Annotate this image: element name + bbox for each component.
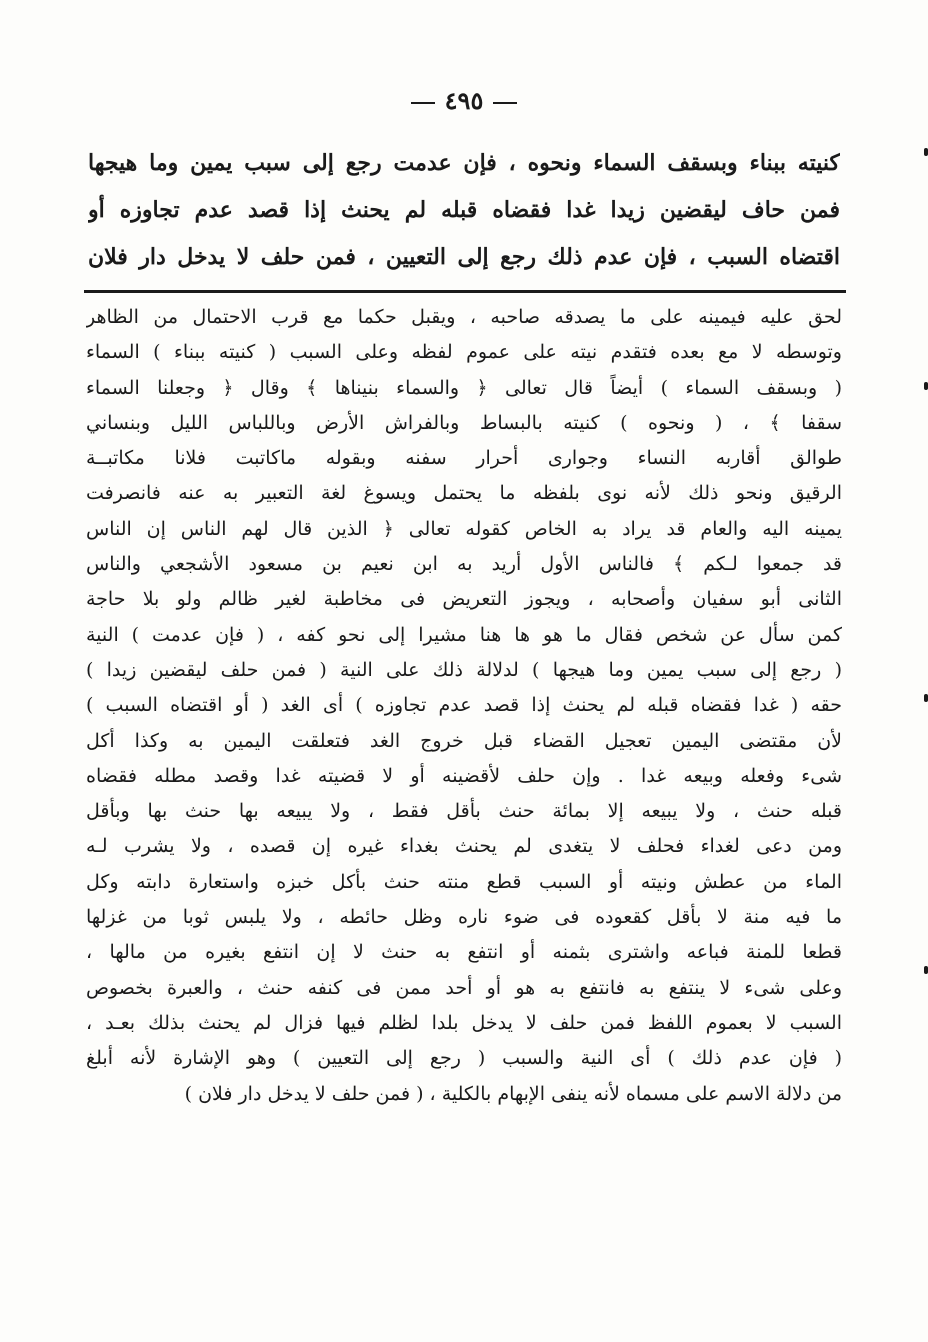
page-number (0, 86, 928, 115)
page-number-value: ٤٩٥ (444, 86, 484, 115)
main-text-line: اقتضاه السبب ، فإن عدم ذلك رجع إلى التعيين ، فمن حلف لا يدخل دار فلان (88, 244, 840, 270)
margin-mark (924, 966, 928, 974)
margin-mark (924, 148, 928, 156)
commentary-line: من دلالة الاسم على مسماه لأنه ينفى الإبهام بالكلية ، ( فمن حلف لا يدخل دار فلان ) (184, 1082, 842, 1105)
commentary-line: لأن مقتضى اليمين تعجيل القضاء قبل خروج الغد فتعلقت اليمين به وكذا أكل (86, 729, 842, 752)
commentary-line: قد جمعوا لـكم ﴾ فالناس الأول أريد به ابن نعيم بن مسعود الأشجعي والناس (86, 553, 842, 576)
commentary-line: ( وبسقف السماء ) أيضاً قال تعالى ﴿ والسماء بنيناها ﴾ وقال ﴿ وجعلنا السماء (86, 376, 842, 399)
commentary-line: الماء من عطش ونيته أو السبب قطع منته حنث بأكل خبزه واستعارة دابته وكل (86, 870, 842, 893)
main-text-block (88, 140, 840, 281)
margin-mark (924, 382, 928, 390)
commentary-line: يمينه اليه والعام قد يراد به الخاص كقوله تعالى ﴿ الذين قال لهم الناس إن الناس (86, 517, 842, 540)
commentary-line: سقفا ﴾ ، ( ونحوه ) كنيته بالبساط وبالفراش الأرض وباللباس الليل وبنساني (86, 411, 842, 434)
commentary-line: وعلى شىء لا ينتفع به فانتفع به هو أو أحد ممن فى كنفه حنث ، والعبرة بخصوص (86, 976, 842, 999)
main-text-line: كنيته ببناء وبسقف السماء ونحوه ، فإن عدمت رجع إلى سبب يمين وما هيجها (88, 150, 840, 176)
commentary-line: حقه ( غدا فقضاه قبله لم يحنث إذا قصد عدم تجاوزه ) أى الغد ( أو اقتضاه السبب ) (86, 694, 842, 717)
commentary-line: لحق عليه فيمينه على ما يصدقه صاحبه ، ويقبل حكما مع قرب الاحتمال من الظاهر (86, 306, 842, 328)
commentary-line: ( رجع إلى سبب يمين وما هيجها ) لدلالة ذلك على النية ( فمن حلف ليقضين زيدا ) (86, 658, 842, 681)
commentary-line: ومن دعى لغداء فحلف لا يتغدى لم يحنث بغداء غيره إن قصده ، ولا يشرب لـه (86, 835, 842, 858)
commentary-text-block (86, 300, 842, 1112)
commentary-line: وتوسطه لا مع بعده فتقدم نيته على عموم لفظه وعلى السبب ( كنيته ببناء ) السماء (86, 341, 842, 364)
page-number-dash-left (411, 102, 435, 104)
commentary-line: شىء وفعله وبيعه غدا . وإن حلف لأقضينه أو لا قضيته غدا وقصد مطله فقضاه (86, 764, 842, 787)
separator-rule (84, 290, 846, 293)
commentary-line: الرقيق ونحو ذلك لأنه نوى بلفظه ما يحتمل ويسوغ لغة التعبير به عنه فانصرفت (86, 482, 842, 505)
commentary-line: ما فيه منة لا بأقل كقعوده فى ضوء ناره وظل حائطه ، ولا يلبس ثوبا من غزلها (86, 906, 842, 929)
main-text-line: فمن حاف ليقضين زيدا غدا فقضاه قبله لم يحنث إذا قصد عدم تجاوزه أو (88, 197, 840, 223)
page-number-dash-right (493, 102, 517, 104)
margin-mark (924, 694, 928, 702)
commentary-line: قطعا للمنة فباعه واشترى بثمنه أو انتفع به حنث لا إن انتفع بغيره من مالها ، (86, 941, 842, 964)
commentary-line: طوالق أقاربه النساء وجوارى أحرار سفنه وبقوله ماكاتبت فلانا مكاتبــة (86, 447, 842, 470)
commentary-line: السبب لا بعموم اللفظ فمن حلف لا يدخل بلدا لظلم فيها فزال لم يحنث بذلك بعـد ، (86, 1011, 842, 1034)
commentary-line: الثانى أبو سفيان وأصحابه ، ويجوز التعريض فى مخاطبة لغير ظالم ولو بلا حاجة (86, 588, 842, 611)
commentary-line: كمن سأل عن شخص فقال ما هو ها هنا مشيرا إلى نحو كفه ، ( فإن عدمت ) النية (86, 623, 842, 646)
commentary-line: ( فإن عدم ذلك ) أى النية والسبب ( رجع إلى التعيين ) وهو الإشارة لأنه أبلغ (86, 1047, 842, 1070)
commentary-line: قبله حنث ، ولا يبيعه إلا بمائة حنث بأقل فقط ، ولا يبيعه بها حنث بها وبأقل (86, 800, 842, 823)
